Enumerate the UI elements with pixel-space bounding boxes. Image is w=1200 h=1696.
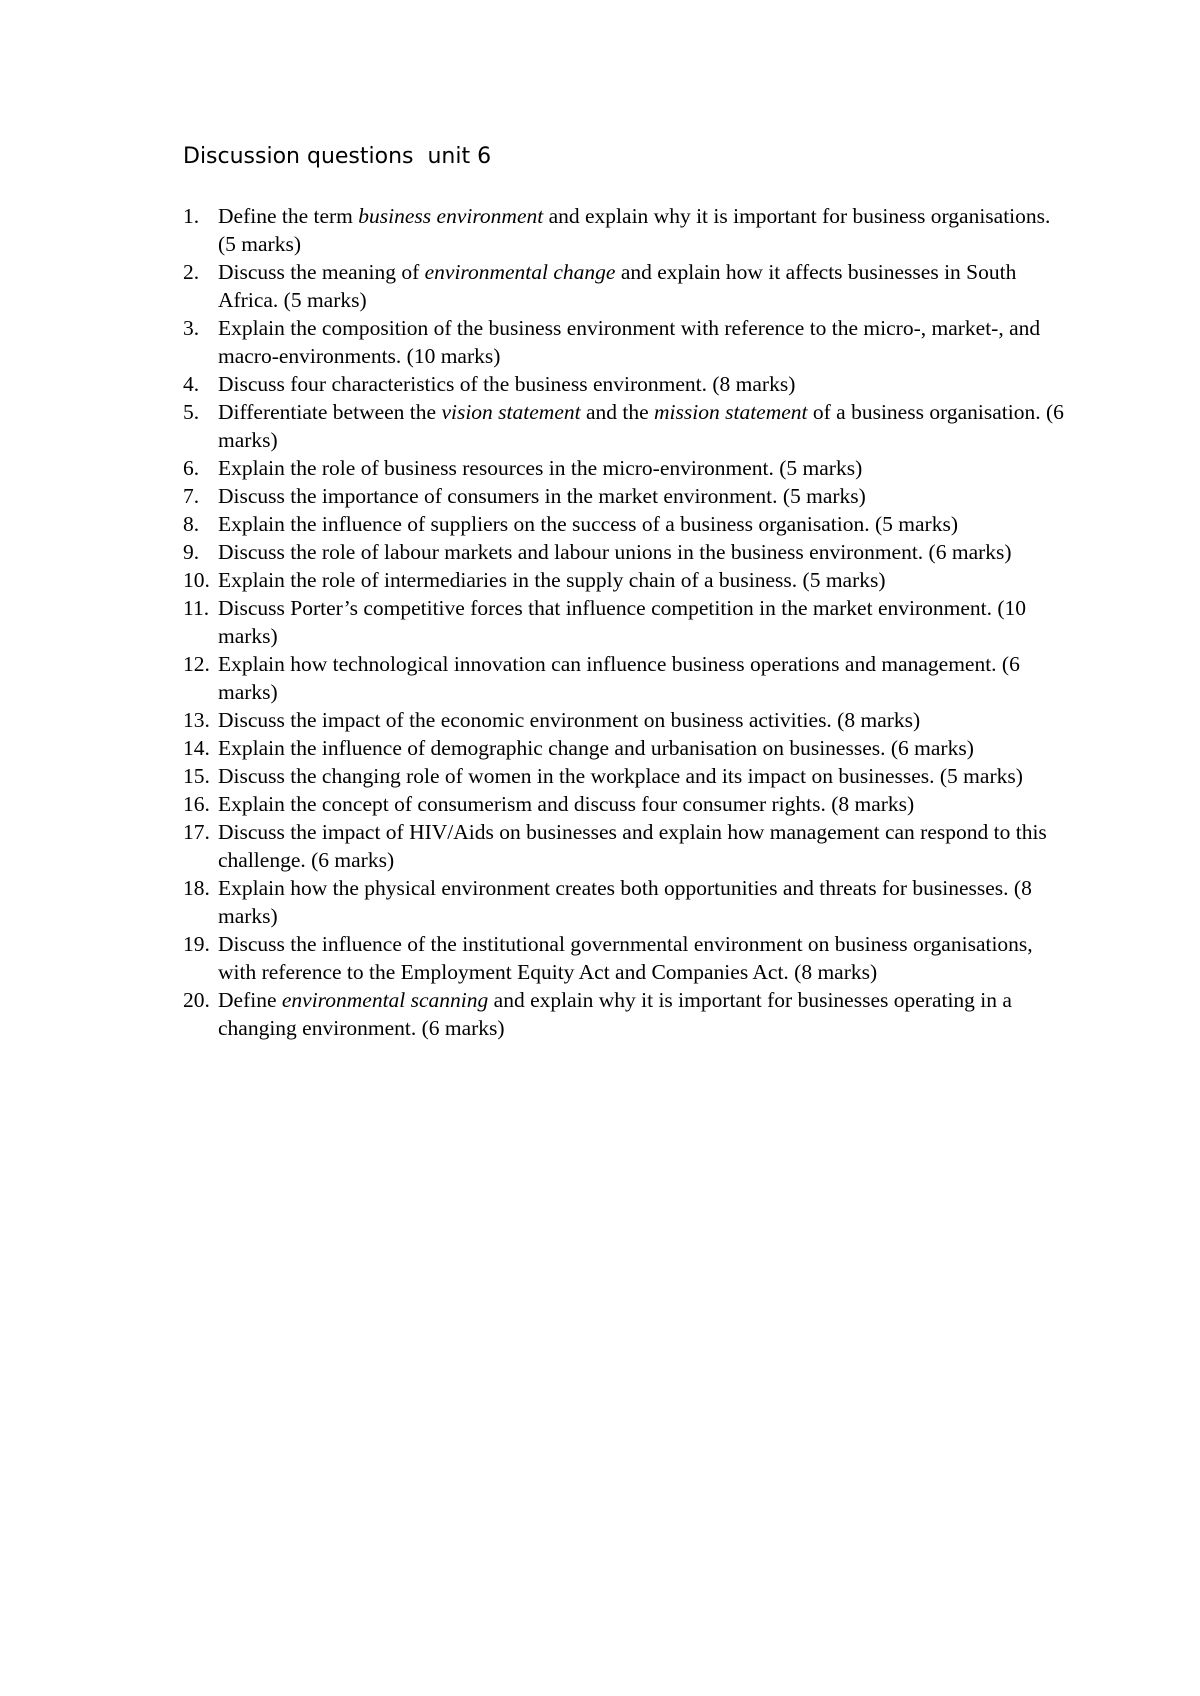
question-text [218, 568, 886, 592]
question-number: 8. [183, 512, 200, 536]
question-item [183, 482, 1068, 510]
question-text [218, 484, 866, 508]
question-text-segment: Define the term [218, 204, 359, 228]
question-item [183, 650, 1068, 706]
question-number: 11. [183, 596, 210, 620]
question-text-segment: Explain how the physical environment creates both opportunities and threats for businesses. (8 marks) [218, 876, 1032, 928]
question-text-segment: Discuss the impact of HIV/Aids on businesses and explain how management can respond to this challenge. (6 marks) [218, 820, 1047, 872]
question-item [183, 594, 1068, 650]
question-text [218, 400, 1064, 452]
question-number: 14. [183, 736, 210, 760]
question-item [183, 314, 1068, 370]
question-number: 18. [183, 876, 210, 900]
italic-term: environmental scanning [281, 988, 489, 1012]
question-text [218, 456, 862, 480]
question-number: 2. [183, 260, 200, 284]
question-item [183, 258, 1068, 314]
question-text [218, 820, 1047, 872]
question-text-segment: Discuss the meaning of [218, 260, 425, 284]
question-text-segment: Explain the role of intermediaries in the supply chain of a business. (5 marks) [218, 568, 886, 592]
question-list [183, 202, 1068, 1042]
question-text [218, 596, 1026, 648]
question-number: 9. [183, 540, 200, 564]
question-number: 10. [183, 568, 210, 592]
question-text-segment: and explain why it is important for businesses operating in a changing environment. (6 marks) [218, 988, 1012, 1040]
question-item [183, 734, 1068, 762]
question-text-segment: Explain the influence of demographic change and urbanisation on businesses. (6 marks) [218, 736, 974, 760]
question-text [218, 708, 920, 732]
question-item [183, 986, 1068, 1042]
question-item [183, 706, 1068, 734]
question-text-segment: Differentiate between the [218, 400, 442, 424]
question-text [218, 736, 974, 760]
question-text [218, 652, 1020, 704]
question-text-segment: Explain the role of business resources in the micro-environment. (5 marks) [218, 456, 863, 480]
question-text-segment: Discuss the importance of consumers in the market environment. (5 marks) [218, 484, 866, 508]
question-item [183, 790, 1068, 818]
question-item [183, 818, 1068, 874]
page-title: Discussion questions unit 6 [183, 144, 492, 169]
question-item [183, 566, 1068, 594]
question-text [218, 204, 1050, 256]
question-number: 17. [183, 820, 210, 844]
question-text-segment: Explain the influence of suppliers on the success of a business organisation. (5 marks) [218, 512, 958, 536]
italic-term: business environment [358, 204, 544, 228]
question-text [218, 512, 958, 536]
question-number: 6. [183, 456, 200, 480]
question-item [183, 370, 1068, 398]
question-number: 7. [183, 484, 200, 508]
italic-term: environmental change [424, 260, 616, 284]
question-text [218, 792, 914, 816]
question-text-segment: Explain how technological innovation can influence business operations and management. (6 marks) [218, 652, 1020, 704]
question-number: 13. [183, 708, 210, 732]
question-number: 1. [183, 204, 200, 228]
question-text-segment: Define [218, 988, 282, 1012]
question-text-segment: Explain the concept of consumerism and discuss four consumer rights. (8 marks) [218, 792, 915, 816]
italic-term: mission statement [654, 400, 808, 424]
question-number: 19. [183, 932, 210, 956]
italic-term: vision statement [441, 400, 581, 424]
question-text [218, 876, 1032, 928]
question-item [183, 538, 1068, 566]
question-text-segment: Discuss the role of labour markets and labour unions in the business environment. (6 marks) [218, 540, 1012, 564]
question-item [183, 398, 1068, 454]
question-text-segment: Discuss the influence of the institutional governmental environment on business organisations, with reference to the Employment Equity Act and Companies Act. (8 marks) [218, 932, 1033, 984]
question-text-segment: Discuss Porter’s competitive forces that influence competition in the market environment. (10 marks) [218, 596, 1027, 648]
question-text-segment: and the [580, 400, 655, 424]
question-text-segment: Explain the composition of the business environment with reference to the micro-, market-, and macro-environments. (10 marks) [218, 316, 1041, 368]
question-number: 3. [183, 316, 200, 340]
question-number: 15. [183, 764, 210, 788]
question-item [183, 874, 1068, 930]
question-text-segment: Discuss the impact of the economic environment on business activities. (8 marks) [218, 708, 921, 732]
question-text [218, 988, 1012, 1040]
question-item [183, 762, 1068, 790]
question-item [183, 510, 1068, 538]
question-item [183, 930, 1068, 986]
question-text-segment: and explain why it is important for business organisations. (5 marks) [218, 204, 1051, 256]
question-text [218, 260, 1016, 312]
question-text-segment: and explain how it affects businesses in South Africa. (5 marks) [218, 260, 1017, 312]
question-text-segment: Discuss the changing role of women in the workplace and its impact on businesses. (5 marks) [218, 764, 1023, 788]
question-item [183, 454, 1068, 482]
question-number: 12. [183, 652, 210, 676]
question-number: 4. [183, 372, 200, 396]
question-item [183, 202, 1068, 258]
question-text-segment: Discuss four characteristics of the business environment. (8 marks) [218, 372, 796, 396]
question-number: 16. [183, 792, 210, 816]
question-number: 5. [183, 400, 200, 424]
question-text [218, 372, 795, 396]
question-text [218, 932, 1033, 984]
question-text [218, 540, 1012, 564]
question-text [218, 316, 1040, 368]
question-number: 20. [183, 988, 210, 1012]
question-text [218, 764, 1023, 788]
question-text-segment: of a business organisation. (6 marks) [218, 400, 1064, 452]
